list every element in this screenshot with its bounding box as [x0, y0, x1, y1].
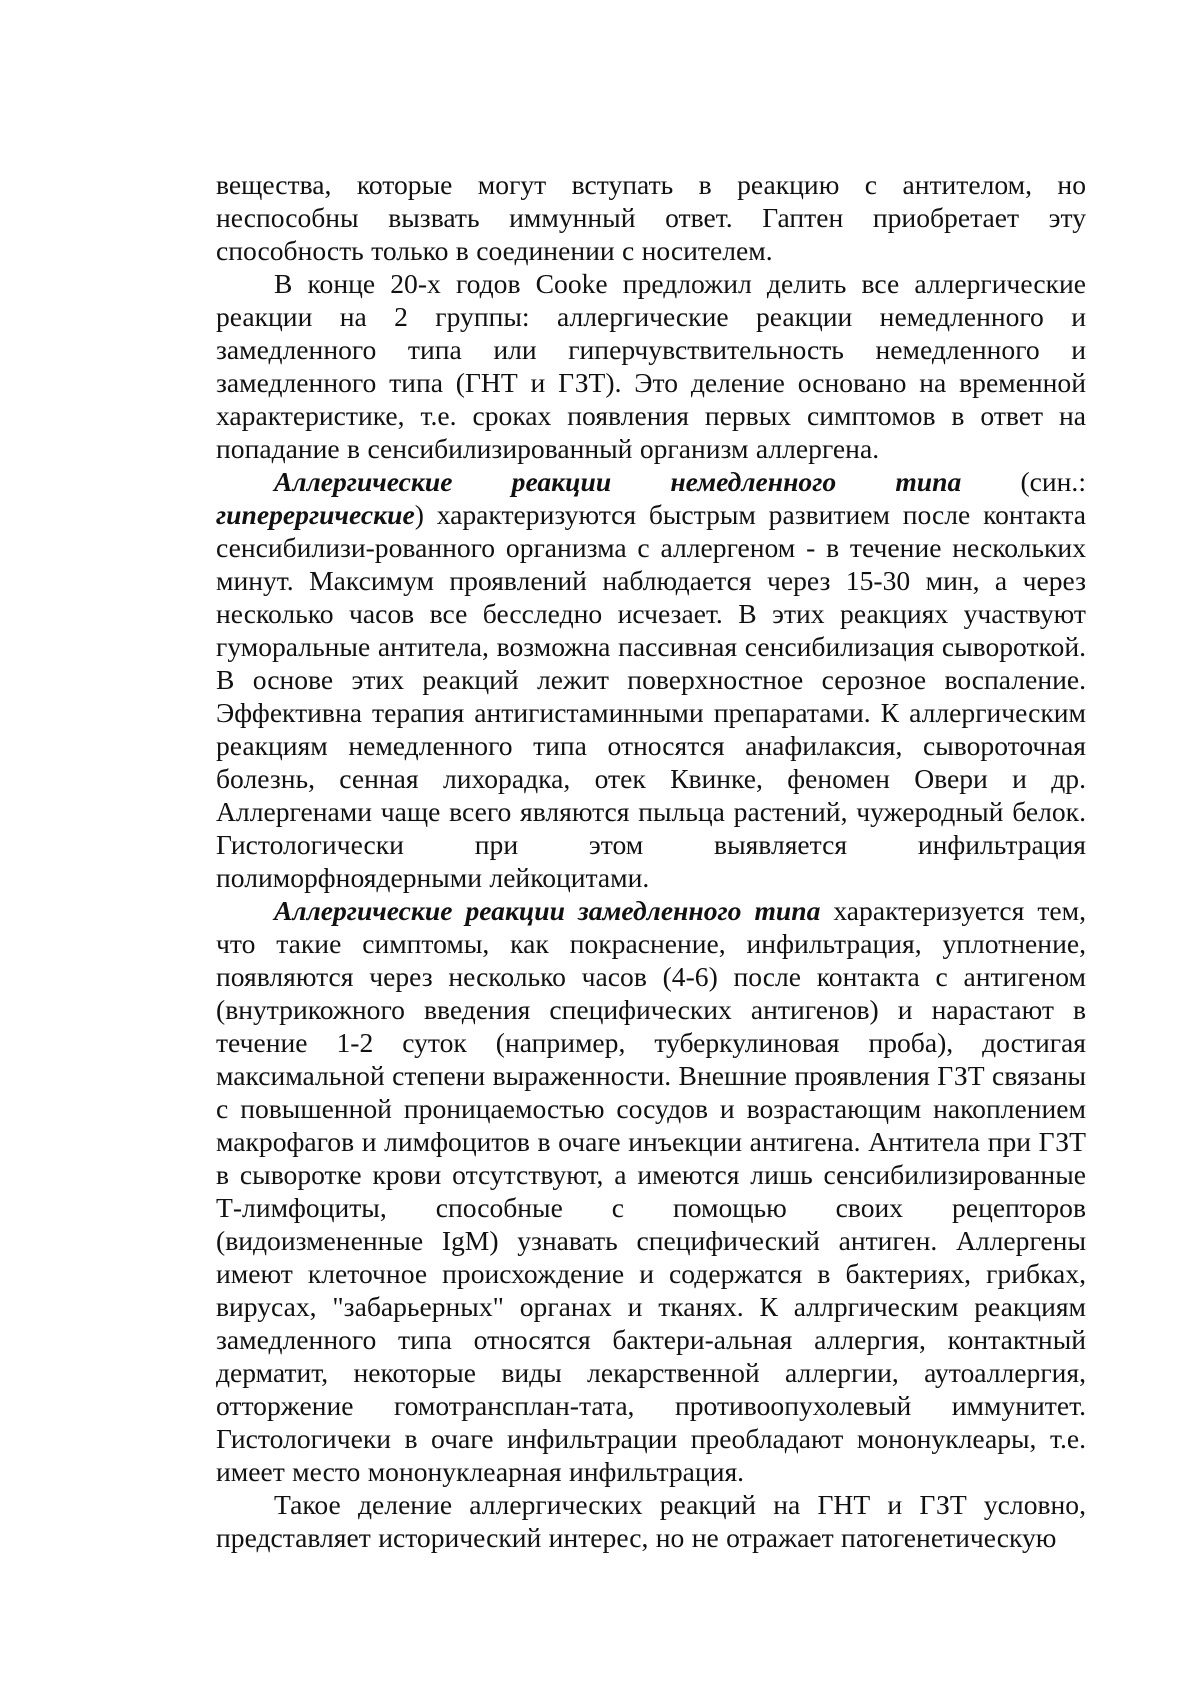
paragraph-conclusion — [216, 1488, 1086, 1554]
synonym-prefix: (син.: — [961, 466, 1086, 497]
paragraph-delayed-type — [216, 894, 1086, 1488]
paragraph-text: характеризуется тем, что такие симптомы, как покраснение, инфильтрация, уплотнение, появляются через несколько часов (4-6) после контакта с антигеном (внутрикожного введения специфических антигенов) и нарастают в течение 1-2 суток (например, туберкулиновая проба), достигая максимальной степени выраженности. Внешние проявления ГЗТ связаны с повышенной проницаемостью сосудов и возрастающим накоплением макрофагов и лимфоцитов в очаге инъекции антигена. Антитела при ГЗТ в сыворотке крови отсутствуют, а имеются лишь сенсибилизированные Т-лимфоциты, способные с помощью своих рецепторов (видоизмененные IgM) узнавать специфический антиген. Аллергены имеют клеточное происхождение и содержатся в бактериях, грибках, вирусах, "забарьерных" органах и тканях. К аллргическим реакциям замедленного типа относятся бактери-альная аллергия, контактный дерматит, некоторые виды лекарственной аллергии, аутоаллергия, отторжение гомотрансплан-тата, противоопухолевый иммунитет. Гистологичеки в очаге инфильтрации преобладают мононуклеары, т.е. имеет место мононуклеарная инфильтрация. — [216, 895, 1087, 1487]
term-immediate-type: Аллергические реакции немедленного типа — [274, 466, 962, 497]
paragraph-text: В конце 20-х годов Cooke предложил делить все аллергические реакции на 2 группы: аллергические реакции немедленного и замедленного типа или гиперчувствительность немедленного и замедленного типа (ГНТ и ГЗТ). Это деление основано на временной характеристике, т.е. сроках появления первых симптомов в ответ на попадание в сенсибилизированный организм аллергена. — [216, 268, 1086, 464]
paragraph-cooke-classification — [216, 267, 1086, 465]
term-delayed-type: Аллергические реакции замедленного типа — [274, 895, 821, 926]
paragraph-text: вещества, которые могут вступать в реакцию с антителом, но неспособны вызвать иммунный ответ. Гаптен приобретает эту способность только в соединении с носителем. — [216, 169, 1086, 266]
term-synonym: гиперергические — [216, 499, 415, 530]
paragraph-immediate-type — [216, 465, 1086, 894]
paragraph-haptens — [216, 168, 1086, 267]
document-page — [216, 168, 1086, 1554]
paragraph-text: ) характеризуются быстрым развитием после контакта сенсибилизи-рованного организма с аллергеном - в течение нескольких минут. Максимум проявлений наблюдается через 15-30 мин, а через несколько часов все бесследно исчезает. В этих реакциях участвуют гуморальные антитела, возможна пассивная сенсибилизация сывороткой. В основе этих реакций лежит поверхностное серозное воспаление. Эффективна терапия антигистаминными препаратами. К аллергическим реакциям немедленного типа относятся анафилаксия, сывороточная болезнь, сенная лихорадка, отек Квинке, феномен Овери и др. Аллергенами чаще всего являются пыльца растений, чужеродный белок. Гистологически при этом выявляется инфильтрация полиморфноядерными лейкоцитами. — [216, 499, 1086, 893]
paragraph-text: Такое деление аллергических реакций на ГНТ и ГЗТ условно, представляет исторический интерес, но не отражает патогенетическую — [216, 1489, 1086, 1553]
